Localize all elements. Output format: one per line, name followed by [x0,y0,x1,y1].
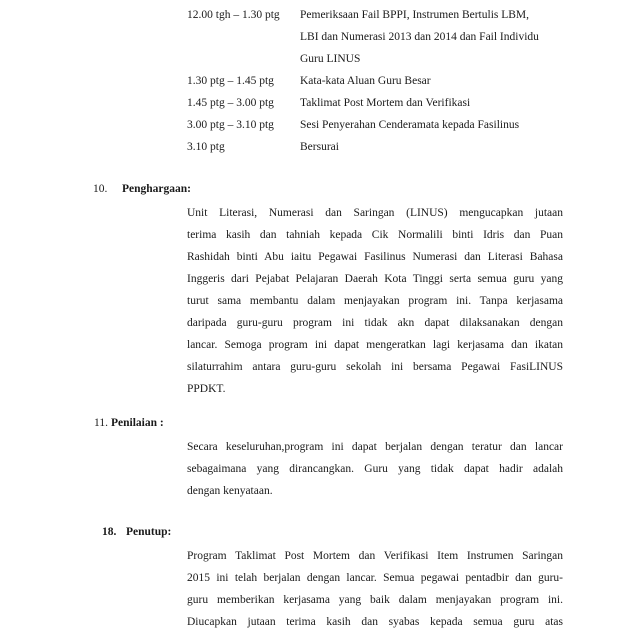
schedule-row [0,120,638,134]
section-title: Penghargaan: [122,183,191,195]
schedule-row [0,76,638,90]
schedule-desc: Kata-kata Aluan Guru Besar [300,75,431,87]
schedule-row [0,98,638,112]
paragraph-line: Program Taklimat Post Mortem dan Verifikasi Item Instrumen Saringan [187,550,563,562]
schedule-row-cont [0,32,638,46]
paragraph-line: lancar. Semoga program ini dapat mengeratkan lagi kerjasama dan ikatan [187,339,563,351]
schedule-desc: Taklimat Post Mortem dan Verifikasi [300,97,471,109]
schedule-desc: LBI dan Numerasi 2013 dan 2014 dan Fail Individu [300,31,539,43]
paragraph-line: dengan kenyataan. [187,485,273,497]
section-title: Penutup: [126,526,172,538]
paragraph-line: sebagaimana yang dirancangkan. Guru yang tidak dapat hadir adalah [187,463,563,475]
paragraph-line: PPDKT. [187,383,226,395]
schedule-desc: Pemeriksaan Fail BPPI, Instrumen Bertulis LBM, [300,9,530,21]
schedule-row-cont [0,54,638,68]
paragraph-line: turut sama membantu dalam menjayakan program ini. Tanpa kerjasama [187,295,563,307]
paragraph-line: 2015 ini telah berjalan dengan lancar. Semua pegawai pentadbir dan guru- [187,572,563,584]
schedule-time: 1.30 ptg – 1.45 ptg [187,75,274,87]
schedule-time: 1.45 ptg – 3.00 ptg [187,97,274,109]
paragraph-line: Diucapkan jutaan terima kasih dan syabas kepada semua guru atas [187,616,563,628]
section-number: 11. [94,417,108,429]
paragraph-line: daripada guru-guru program ini tidak akn dapat dilaksanakan dengan [187,317,563,329]
schedule-time: 3.00 ptg – 3.10 ptg [187,119,274,131]
schedule-time: 3.10 ptg [187,141,225,153]
paragraph-line: Rashidah binti Abu iaitu Pegawai Fasilinus Numerasi dan Literasi Bahasa [187,251,563,263]
schedule-desc: Bersurai [300,141,339,153]
paragraph-line: Unit Literasi, Numerasi dan Saringan (LINUS) mengucapkan jutaan [187,207,563,219]
section-number: 10. [93,183,108,195]
paragraph-line: Secara keseluruhan,program ini dapat berjalan dengan teratur dan lancar [187,441,563,453]
section-title: Penilaian : [111,417,164,429]
paragraph-line: terima kasih dan tahniah kepada Cik Normalili binti Idris dan Puan [187,229,563,241]
section-number: 18. [102,526,117,538]
schedule-desc: Guru LINUS [300,53,361,65]
paragraph-line: guru memberikan kerjasama yang baik dalam menjayakan program ini. [187,594,563,606]
paragraph-line: silaturrahim antara guru-guru sekolah ini bersama Pegawai FasiLINUS [187,361,563,373]
schedule-row [0,142,638,156]
schedule-desc: Sesi Penyerahan Cenderamata kepada Fasilinus [300,119,520,131]
schedule-row [0,10,638,24]
schedule-time: 12.00 tgh – 1.30 ptg [187,9,280,21]
paragraph-line: Inggeris dari Pejabat Pelajaran Daerah Kota Tinggi serta semua guru yang [187,273,563,285]
